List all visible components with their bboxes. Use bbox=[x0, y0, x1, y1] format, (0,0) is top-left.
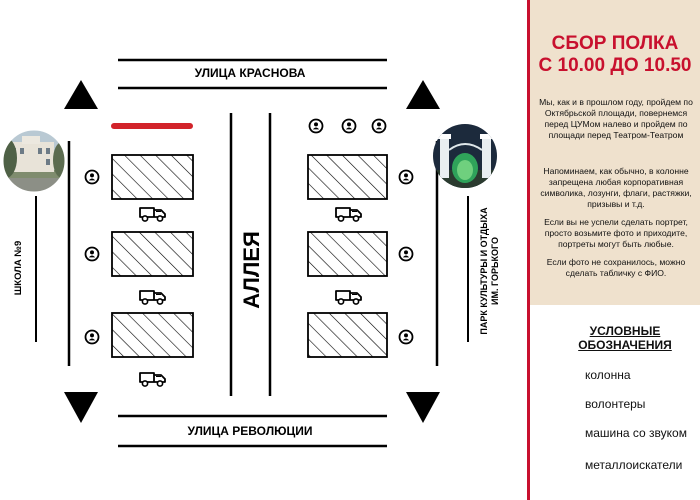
street-label-top: УЛИЦА КРАСНОВА bbox=[194, 66, 306, 80]
legend-item-sound-car bbox=[540, 424, 700, 446]
volunteer-icon bbox=[373, 120, 386, 133]
legend-title-line2: ОБОЗНАЧЕНИЯ bbox=[578, 338, 672, 352]
volunteer-icon bbox=[400, 331, 413, 344]
gathering-time: С 10.00 ДО 10.50 bbox=[538, 55, 692, 76]
info-paragraph-3: Если вы не успели сделать портрет, просто возьмите фото и приходите, портреты могут быть любые. bbox=[544, 217, 688, 249]
metal-detector-icon bbox=[406, 80, 440, 109]
school-photo bbox=[0, 128, 71, 200]
legend-label-detectors: металлоискатели bbox=[585, 458, 683, 472]
info-paragraph-2: Напоминаем, как обычно, в колонне запрещена любая корпоративная символика, лозунги, флаги, растяжки, призывы и т.д. bbox=[540, 166, 692, 209]
column-right-3 bbox=[308, 313, 387, 357]
park-label-line2: ИМ. ГОРЬКОГО bbox=[490, 237, 500, 305]
legend-item-volunteers bbox=[540, 395, 700, 417]
street-label-bottom: УЛИЦА РЕВОЛЮЦИИ bbox=[187, 424, 313, 438]
sound-car-icon bbox=[336, 291, 361, 304]
volunteer-icon bbox=[86, 171, 99, 184]
sound-car-icon bbox=[140, 373, 165, 386]
school-label: ШКОЛА №9 bbox=[13, 240, 24, 296]
gathering-title: СБОР ПОЛКА bbox=[551, 33, 679, 54]
volunteer-icon bbox=[86, 248, 99, 261]
volunteer-icon bbox=[86, 331, 99, 344]
column-right-2 bbox=[308, 232, 387, 276]
legend-item-column bbox=[540, 366, 700, 388]
column-left-2 bbox=[112, 232, 193, 276]
column-right-1 bbox=[308, 155, 387, 199]
metal-detector-icon bbox=[64, 392, 98, 423]
metal-detector-icon bbox=[64, 80, 98, 109]
legend-item-detectors bbox=[540, 457, 700, 479]
column-left-1 bbox=[112, 155, 193, 199]
column-left-3 bbox=[112, 313, 193, 357]
metal-detector-icon bbox=[406, 392, 440, 423]
sound-car-icon bbox=[140, 291, 165, 304]
park-label-line1: ПАРК КУЛЬТУРЫ И ОТДЫХА bbox=[479, 207, 489, 335]
legend-title-line1: УСЛОВНЫЕ bbox=[589, 324, 661, 338]
park-photo bbox=[430, 120, 502, 192]
legend-title bbox=[530, 324, 700, 352]
alley-label: АЛЛЕЯ bbox=[239, 231, 264, 309]
volunteer-icon bbox=[400, 171, 413, 184]
legend-label-volunteers: волонтеры bbox=[585, 397, 646, 411]
sound-car-icon bbox=[336, 208, 361, 221]
info-paragraph-4: Если фото не сохранилось, можно сделать табличку с ФИО. bbox=[546, 257, 686, 278]
sound-car-icon bbox=[140, 208, 165, 221]
volunteer-icon bbox=[400, 248, 413, 261]
volunteer-icon bbox=[343, 120, 356, 133]
info-paragraph-1: Мы, как и в прошлом году, пройдем по Октябрьской площади, повернемся перед ЦУМом налево и пройдем по площади перед Театром-Театром bbox=[539, 97, 693, 140]
legend-label-sound-car: машина со звуком bbox=[585, 426, 687, 440]
legend-label-column: колонна bbox=[585, 368, 631, 382]
volunteer-icon bbox=[310, 120, 323, 133]
